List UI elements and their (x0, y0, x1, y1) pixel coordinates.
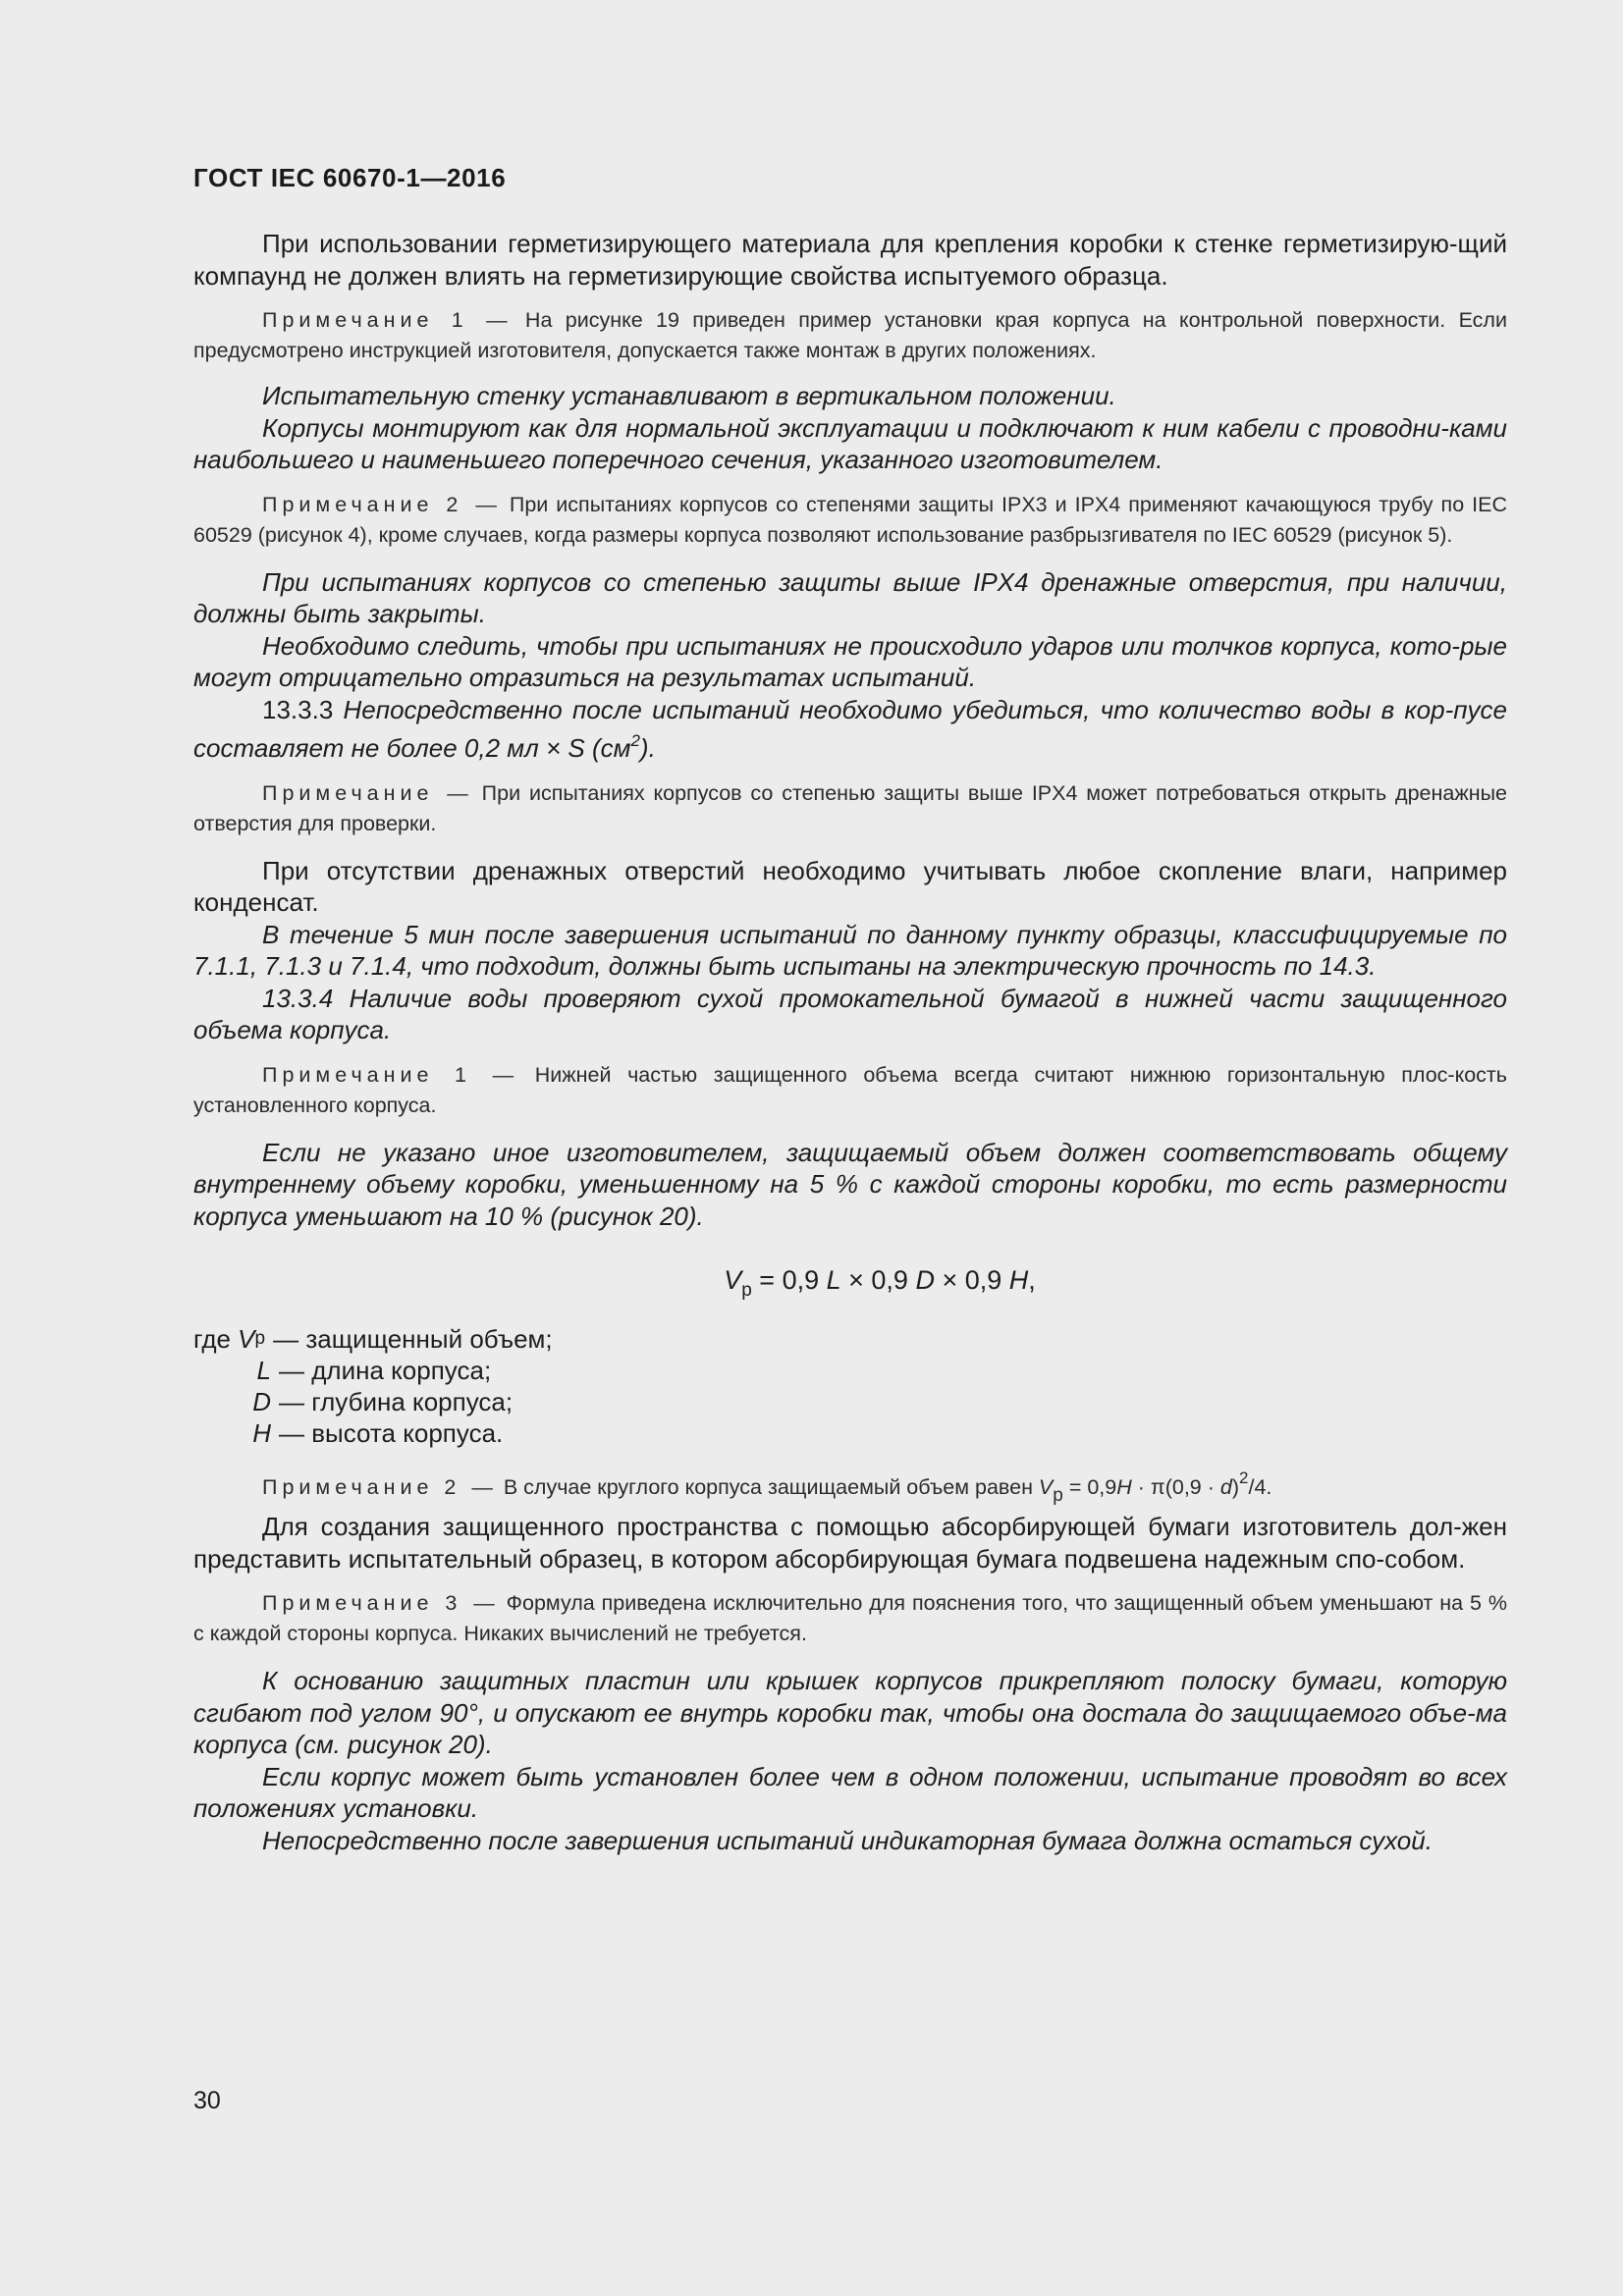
note-text: На рисунке 19 приведен пример установки края корпуса на контрольной поверхности. Если предусмотрено инструкцией изготовителя, допускается также монтаж в других положениях. (193, 308, 1507, 362)
note-text: /4. (1248, 1475, 1272, 1499)
formula-part: × 0,9 (840, 1265, 916, 1295)
definition-subscript: p (254, 1328, 266, 1349)
note-label: Примечание 3 — (262, 1591, 500, 1615)
note (193, 778, 1507, 839)
definition-text: — высота корпуса. (279, 1418, 504, 1448)
paragraph: При испытаниях корпусов со степенью защиты выше IPX4 дренажные отверстия, при наличии, должны быть закрыты. (193, 566, 1507, 628)
note-symbol: V (1038, 1475, 1054, 1499)
paragraph: Корпусы монтируют как для нормальной эксплуатации и подключают к ним кабели с проводни-ками наибольшего и наименьшего поперечного сечения, указанного изготовителем. (193, 412, 1507, 474)
paragraph: При использовании герметизирующего материала для крепления коробки к стенке герметизирую-щий компаунд не должен влиять на герметизирующие свойства испытуемого образца. (193, 229, 1507, 291)
clause-superscript: 2 (630, 731, 640, 750)
definition-row (193, 1417, 1507, 1449)
definition-row (193, 1386, 1507, 1417)
formula-symbol: D (915, 1265, 935, 1295)
paragraph: Необходимо следить, чтобы при испытаниях не происходило ударов или толчков корпуса, кото-рые могут отрицательно отразиться на результатах испытаний. (193, 630, 1507, 692)
formula-part: × 0,9 (934, 1265, 1009, 1295)
definitions-list (193, 1323, 1507, 1449)
definition-row (193, 1323, 1507, 1355)
definition-text: — защищенный объем; (273, 1324, 553, 1354)
note-label: Примечание 2 — (262, 492, 502, 516)
definition-symbol: D (252, 1387, 271, 1416)
formula-symbol: H (1008, 1265, 1029, 1295)
page-number: 30 (193, 2087, 221, 2114)
clause-13-3-3 (193, 694, 1507, 765)
note (193, 1060, 1507, 1121)
definition-text: — глубина корпуса; (279, 1387, 514, 1416)
note (193, 305, 1507, 366)
note-symbol: d (1219, 1475, 1232, 1499)
note (193, 1588, 1507, 1649)
note-superscript: 2 (1239, 1468, 1249, 1487)
paragraph: Если не указано иное изготовителем, защищаемый объем должен соответствовать общему внутреннему объему коробки, уменьшенному на 5 % с каждой стороны коробки, то есть размерности корпуса уменьшают на 10 % (рисунок 20). (193, 1137, 1507, 1231)
paragraph: Непосредственно после завершения испытаний индикаторная бумага должна остаться сухой. (262, 1825, 1433, 1855)
formula-part: = 0,9 (751, 1265, 827, 1295)
formula (193, 1265, 1507, 1302)
paragraph: Испытательную стенку устанавливают в вертикальном положении. (262, 381, 1116, 410)
clause-number: 13.3.4 (262, 983, 334, 1013)
paragraph: В течение 5 мин после завершения испытаний по данному пункту образцы, классифицируемые по 7.1.1, 7.1.3 и 7.1.4, что подходит, должны быть испытаны на электрическую прочность по 14.3. (193, 919, 1507, 981)
document-header: ГОСТ IEC 60670-1—2016 (193, 163, 507, 192)
formula-symbol: V (724, 1265, 742, 1295)
definition-row (193, 1355, 1507, 1386)
note-text: · π(0,9 · (1131, 1475, 1220, 1499)
clause-number: 13.3.3 (262, 694, 334, 724)
note-text: В случае круглого корпуса защищаемый объем равен (503, 1475, 1039, 1499)
definition-text: — длина корпуса; (279, 1356, 492, 1385)
paragraph: При отсутствии дренажных отверстий необходимо учитывать любое скопление влаги, например конденсат. (193, 855, 1507, 917)
definition-symbol: L (256, 1356, 271, 1385)
clause-text-end: ). (639, 733, 656, 763)
definition-symbol: V (238, 1324, 255, 1354)
clause-text: Наличие воды проверяют сухой промокательной бумагой в нижней части защищенного объема корпуса. (193, 983, 1507, 1044)
formula-part: , (1028, 1265, 1036, 1295)
note-label: Примечание — (262, 780, 473, 805)
formula-symbol: L (826, 1265, 841, 1295)
note (193, 1463, 1507, 1511)
note-text: Формула приведена исключительно для пояснения того, что защищенный объем уменьшают на 5 % с каждой стороны корпуса. Никаких вычислений не требуется. (193, 1591, 1507, 1645)
note-symbol: H (1116, 1475, 1132, 1499)
definition-symbol: H (252, 1418, 271, 1448)
note-subscript: p (1053, 1485, 1063, 1506)
note-text: Нижней частью защищенного объема всегда считают нижнюю горизонтальную плос-кость установленного корпуса. (193, 1062, 1507, 1117)
clause-13-3-4 (193, 983, 1507, 1046)
note-label: Примечание 2 — (262, 1475, 498, 1499)
note-label: Примечание 1 — (262, 1062, 519, 1087)
note-text: При испытаниях корпусов со степенями защиты IPX3 и IPX4 применяют качающуюся трубу по IEC 60529 (рисунок 4), кроме случаев, когда размеры корпуса позволяют использование разбрызгивателя по IEC 60529 (рисунок 5). (193, 492, 1507, 547)
paragraph: К основанию защитных пластин или крышек корпусов прикрепляют полоску бумаги, которую сгибают под углом 90°, и опускают ее внутрь коробки так, чтобы она достала до защищаемого объе-ма корпуса (см. рисунок 20). (193, 1666, 1507, 1759)
note (193, 490, 1507, 551)
note-text: = 0,9 (1062, 1475, 1117, 1499)
clause-text: Непосредственно после испытаний необходимо убедиться, что количество воды в кор-пусе составляет не более 0,2 мл × S (см (193, 694, 1507, 763)
note-text: ) (1231, 1475, 1240, 1499)
note-label: Примечание 1 — (262, 308, 513, 332)
formula-subscript: p (741, 1280, 752, 1301)
paragraph: Для создания защищенного пространства с помощью абсорбирующей бумаги изготовитель дол-жен представить испытательный образец, в котором абсорбирующая бумага подвешена надежным спо-собом. (193, 1512, 1507, 1574)
paragraph: Если корпус может быть установлен более чем в одном положении, испытание проводят во всех положениях установки. (193, 1761, 1507, 1823)
document-body (193, 228, 1507, 1856)
note-text: При испытаниях корпусов со степенью защиты выше IPX4 может потребоваться открыть дренажные отверстия для проверки. (193, 780, 1507, 835)
definition-prefix: где (193, 1324, 239, 1354)
